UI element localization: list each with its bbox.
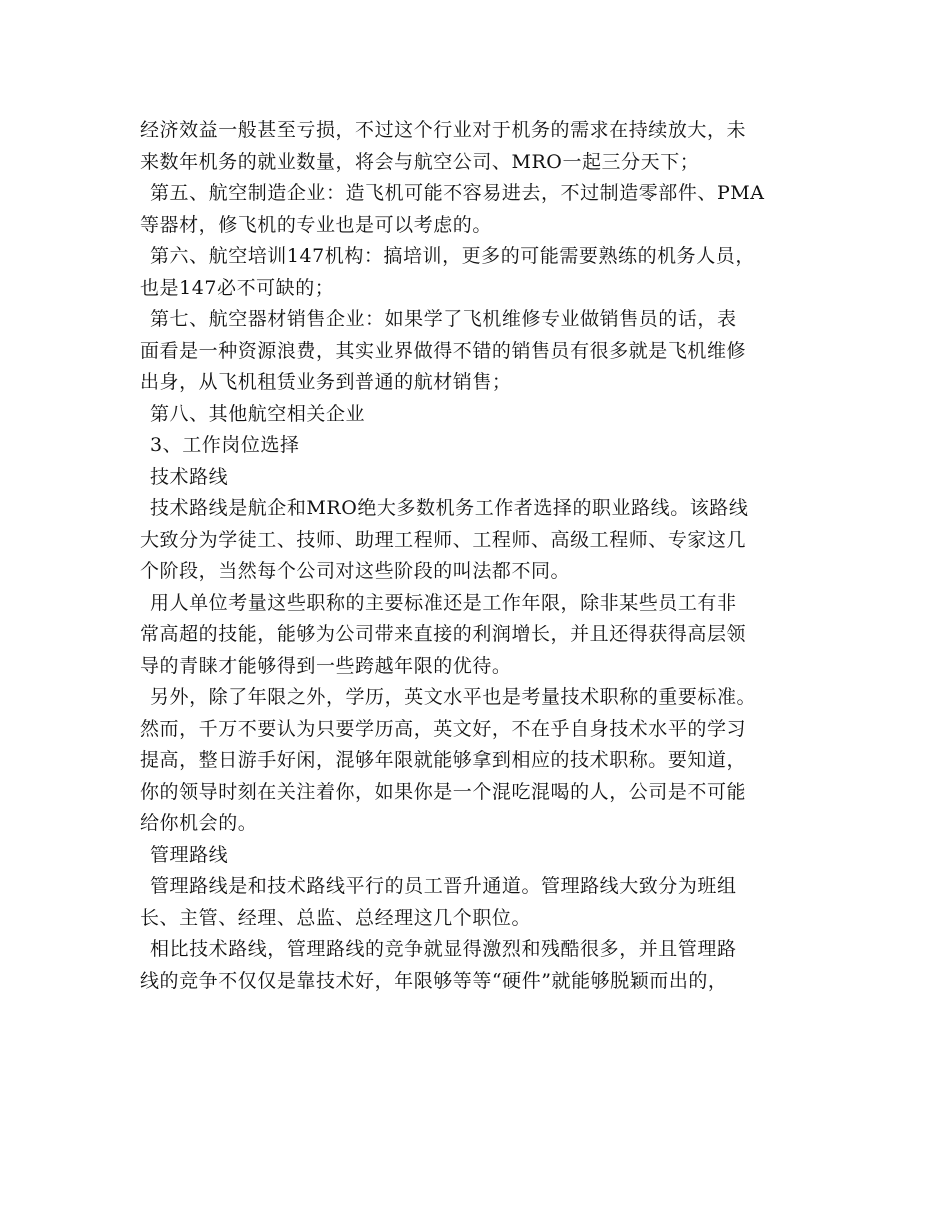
paragraph-line: 然而，千万不要认为只要学历高，英文好，不在乎自身技术水平的学习 [140, 717, 747, 740]
paragraph-line: 也是147必不可缺的； [140, 276, 335, 299]
paragraph-line: 给你机会的。 [140, 812, 258, 834]
paragraph-line: 导的青睐才能够得到一些跨越年限的优待。 [140, 654, 512, 677]
subsection-heading: 技术路线 [150, 465, 229, 488]
paragraph-line: 等器材，修飞机的专业也是可以考虑的。 [140, 213, 492, 236]
paragraph-line: 个阶段，当然每个公司对这些阶段的叫法都不同。 [140, 560, 571, 582]
paragraph-line: 第七、航空器材销售企业：如果学了飞机维修专业做销售员的话，表 [150, 308, 737, 330]
paragraph-line: 第六、航空培训147机构：搞培训，更多的可能需要熟练的机务人员， [150, 245, 755, 267]
paragraph-line: 用人单位考量这些职称的主要标准还是工作年限，除非某些员工有非 [150, 591, 737, 614]
paragraph-line: 提高，整日游手好闲，混够年限就能够拿到相应的技术职称。要知道， [140, 749, 747, 771]
paragraph-line: 长、主管、经理、总监、总经理这几个职位。 [140, 906, 532, 929]
paragraph-line: 第八、其他航空相关企业 [150, 402, 366, 425]
paragraph-line: 出身，从飞机租赁业务到普通的航材销售； [140, 371, 512, 393]
paragraph-line: 线的竞争不仅仅是靠技术好，年限够等等“硬件”就能够脱颖而出的， [140, 969, 728, 992]
document-body [140, 115, 840, 997]
paragraph-line: 第五、航空制造企业：造飞机可能不容易进去，不过制造零部件、PMA [150, 182, 765, 204]
paragraph-line: 相比技术路线，管理路线的竞争就显得激烈和残酷很多，并且管理路 [150, 938, 737, 960]
paragraph-line: 你的领导时刻在关注着你，如果你是一个混吃混喝的人，公司是不可能 [140, 780, 747, 803]
paragraph-line: 来数年机务的就业数量，将会与航空公司、MRO一起三分天下； [140, 150, 700, 173]
paragraph-line: 技术路线是航企和MRO绝大多数机务工作者选择的职业路线。该路线 [150, 497, 749, 519]
paragraph-line: 经济效益一般甚至亏损，不过这个行业对于机务的需求在持续放大，未 [140, 119, 747, 141]
paragraph-line: 常高超的技能，能够为公司带来直接的利润增长，并且还得获得高层领 [140, 623, 747, 645]
paragraph-line: 管理路线是和技术路线平行的员工晋升通道。管理路线大致分为班组 [150, 875, 737, 897]
subsection-heading: 管理路线 [150, 843, 229, 866]
paragraph-line: 面看是一种资源浪费，其实业界做得不错的销售员有很多就是飞机维修 [140, 339, 747, 362]
paragraph-line: 大致分为学徒工、技师、助理工程师、工程师、高级工程师、专家这几 [140, 528, 747, 551]
section-heading: 3、工作岗位选择 [150, 434, 300, 456]
paragraph-line: 另外，除了年限之外，学历，英文水平也是考量技术职称的重要标准。 [150, 686, 757, 708]
